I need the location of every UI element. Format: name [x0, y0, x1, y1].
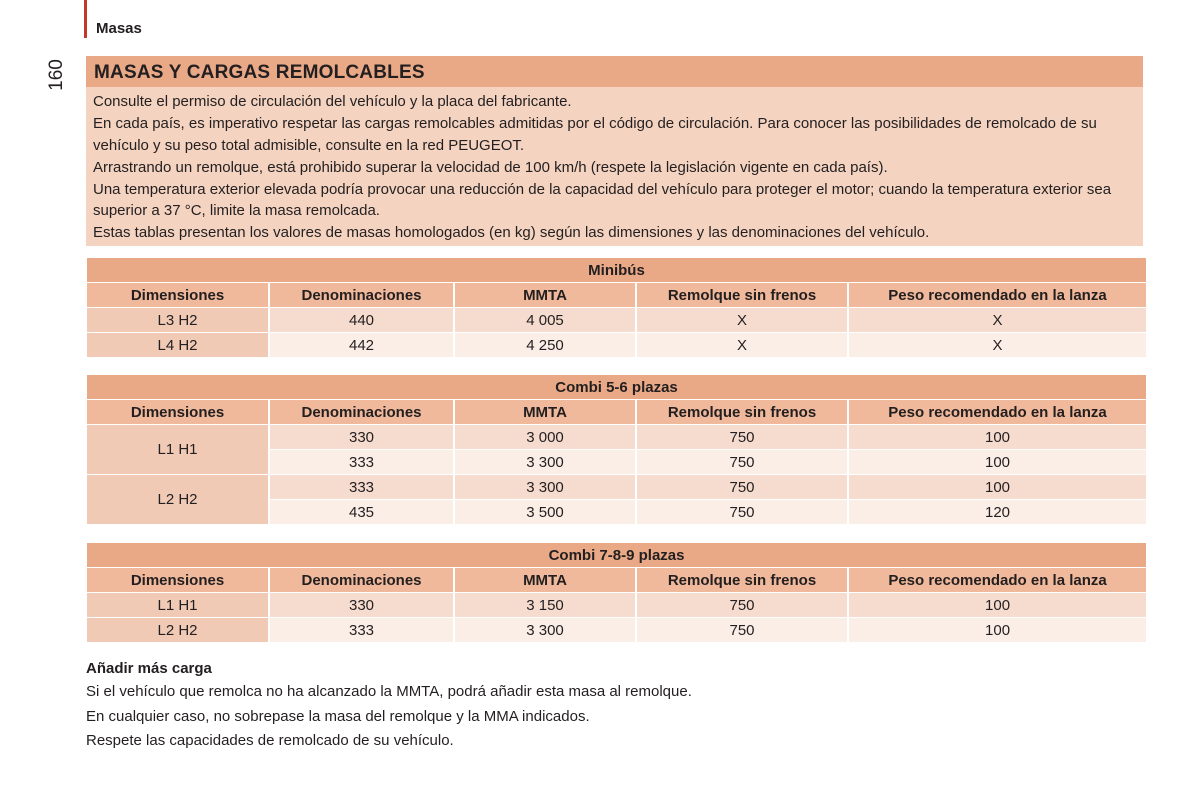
- column-header-dimensiones: Dimensiones: [87, 283, 268, 307]
- column-header-peso: Peso recomendado en la lanza: [849, 568, 1146, 592]
- table-row: [87, 618, 1146, 642]
- mmta-cell: 3 300: [455, 618, 635, 642]
- dimension-cell: L1 H1: [87, 593, 268, 617]
- mmta-cell: 4 005: [455, 308, 635, 332]
- mmta-cell: 3 500: [455, 500, 635, 524]
- dimension-cell: L2 H2: [87, 618, 268, 642]
- info-paragraph: Estas tablas presentan los valores de masas homologados (en kg) según las dimensiones y las denominaciones del vehículo.: [93, 224, 930, 241]
- extra-load-heading: Añadir más carga: [86, 660, 212, 677]
- denominacion-cell: 333: [270, 475, 453, 499]
- remolque-cell: 750: [637, 500, 847, 524]
- dimension-cell: L3 H2: [87, 308, 268, 332]
- section-marker: [84, 0, 87, 38]
- info-body: [86, 87, 1143, 244]
- peso-cell: 100: [849, 593, 1146, 617]
- extra-load-line: Respete las capacidades de remolcado de su vehículo.: [86, 732, 454, 749]
- remolque-cell: X: [637, 333, 847, 357]
- dimension-cell: L4 H2: [87, 333, 268, 357]
- peso-cell: X: [849, 333, 1146, 357]
- remolque-cell: 750: [637, 593, 847, 617]
- peso-cell: 120: [849, 500, 1146, 524]
- column-header-remolque: Remolque sin frenos: [637, 568, 847, 592]
- table-row: [87, 593, 1146, 617]
- column-header-dimensiones: Dimensiones: [87, 400, 268, 424]
- table-combi-7-8-9: [85, 542, 1148, 643]
- denominacion-cell: 440: [270, 308, 453, 332]
- table-row: [87, 475, 1146, 499]
- table-title: Combi 7-8-9 plazas: [87, 543, 1146, 567]
- info-title: MASAS Y CARGAS REMOLCABLES: [86, 56, 1143, 87]
- column-header-denominaciones: Denominaciones: [270, 400, 453, 424]
- column-header-mmta: MMTA: [455, 568, 635, 592]
- info-paragraph: Una temperatura exterior elevada podría provocar una reducción de la capacidad del vehículo para proteger el motor; cuando la temperatura exterior sea superior a 37 °C, limite la masa remolcada.: [93, 180, 1112, 219]
- peso-cell: 100: [849, 450, 1146, 474]
- info-paragraph: Consulte el permiso de circulación del vehículo y la placa del fabricante.: [93, 93, 572, 110]
- extra-load-section: [86, 658, 692, 754]
- dimension-cell: L2 H2: [87, 475, 268, 524]
- column-header-mmta: MMTA: [455, 400, 635, 424]
- table-title: Combi 5-6 plazas: [87, 375, 1146, 399]
- column-header-peso: Peso recomendado en la lanza: [849, 400, 1146, 424]
- peso-cell: 100: [849, 475, 1146, 499]
- info-paragraph: En cada país, es imperativo respetar las cargas remolcables admitidas por el código de circulación. Para conocer las posibilidades de remolcado de su vehículo y su peso total admisible, consulte en la red PEUGEOT.: [93, 115, 1097, 154]
- table-minibus: [85, 257, 1148, 358]
- remolque-cell: 750: [637, 425, 847, 449]
- info-box: [86, 56, 1143, 246]
- info-paragraph: Arrastrando un remolque, está prohibido superar la velocidad de 100 km/h (respete la legislación vigente en cada país).: [93, 158, 888, 176]
- dimension-cell: L1 H1: [87, 425, 268, 474]
- column-header-denominaciones: Denominaciones: [270, 283, 453, 307]
- remolque-cell: 750: [637, 450, 847, 474]
- column-header-peso: Peso recomendado en la lanza: [849, 283, 1146, 307]
- section-label: Masas: [96, 20, 142, 37]
- remolque-cell: X: [637, 308, 847, 332]
- mmta-cell: 3 150: [455, 593, 635, 617]
- remolque-cell: 750: [637, 475, 847, 499]
- column-header-denominaciones: Denominaciones: [270, 568, 453, 592]
- peso-cell: X: [849, 308, 1146, 332]
- denominacion-cell: 442: [270, 333, 453, 357]
- column-header-mmta: MMTA: [455, 283, 635, 307]
- mmta-cell: 3 300: [455, 475, 635, 499]
- denominacion-cell: 330: [270, 593, 453, 617]
- denominacion-cell: 333: [270, 618, 453, 642]
- extra-load-line: Si el vehículo que remolca no ha alcanzado la MMTA, podrá añadir esta masa al remolque.: [86, 683, 692, 700]
- page-number: 160: [46, 59, 67, 91]
- mmta-cell: 4 250: [455, 333, 635, 357]
- table-combi-5-6: [85, 374, 1148, 525]
- column-header-dimensiones: Dimensiones: [87, 568, 268, 592]
- denominacion-cell: 330: [270, 425, 453, 449]
- table-title: Minibús: [87, 258, 1146, 282]
- table-row: [87, 425, 1146, 449]
- column-header-remolque: Remolque sin frenos: [637, 283, 847, 307]
- mmta-cell: 3 000: [455, 425, 635, 449]
- column-header-remolque: Remolque sin frenos: [637, 400, 847, 424]
- peso-cell: 100: [849, 618, 1146, 642]
- peso-cell: 100: [849, 425, 1146, 449]
- mmta-cell: 3 300: [455, 450, 635, 474]
- denominacion-cell: 435: [270, 500, 453, 524]
- denominacion-cell: 333: [270, 450, 453, 474]
- table-row: [87, 333, 1146, 357]
- remolque-cell: 750: [637, 618, 847, 642]
- table-row: [87, 308, 1146, 332]
- extra-load-line: En cualquier caso, no sobrepase la masa del remolque y la MMA indicados.: [86, 707, 590, 725]
